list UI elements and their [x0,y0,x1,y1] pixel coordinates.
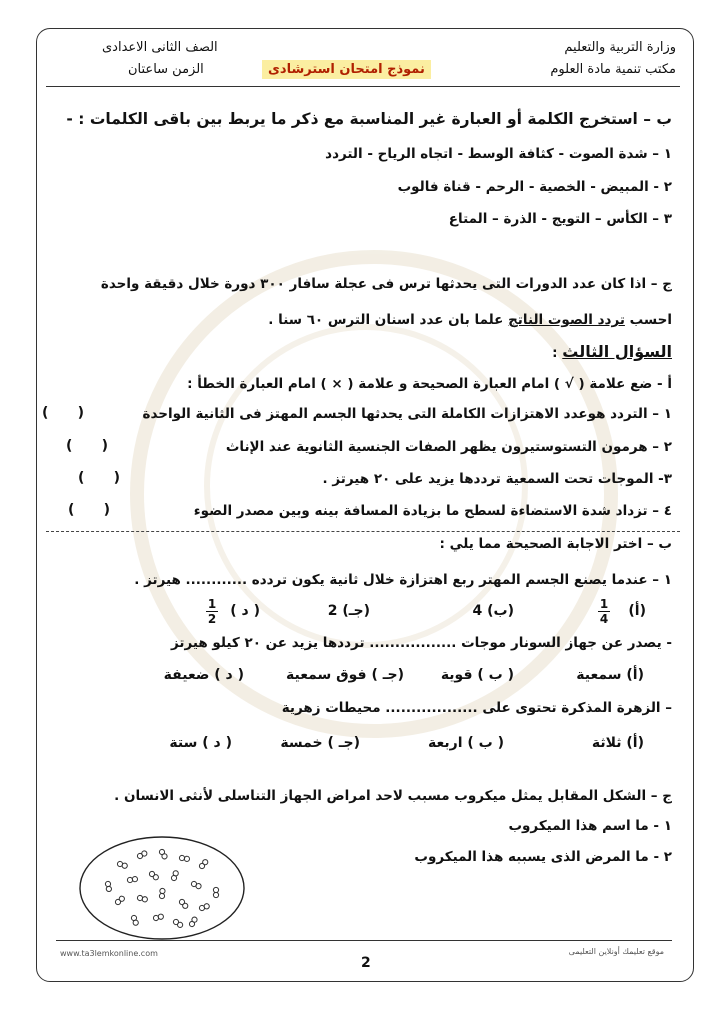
q3-a-statement-2: ٢ – هرمون التستوستيرون يظهر الصفات الجنسية الثانوية عند الإناث [225,439,672,455]
site-name: موقع تعليمك أونلاين التعليمى [568,947,664,956]
office-name: مكتب تنمية مادة العلوم [550,62,676,77]
mcq-2-option-d: ( د ) ضعيفة [163,667,244,683]
part-b-item-1: ١ – شدة الصوت - كثافة الوسط - اتجاه الرياح - التردد [325,146,672,162]
diplococcus [198,859,209,870]
answer-paren-4: ( ) [68,502,111,518]
mcq-1-option-a-fraction [598,598,610,625]
fraction-numerator: 1 [207,597,217,611]
q3-a-statement-4: ٤ – تزداد شدة الاستضاءة لسطح ما بزيادة المسافة بينه وبين مصدر الضوء [193,503,672,519]
mcq-2-option-a: (أ) سمعية [576,667,644,683]
q3-a-title: أ - ضع علامة ( √ ) امام العبارة الصحيحة و علامة ( × ) امام العبارة الخطأ : [187,376,672,392]
part-b-item-2: ٢ - المبيض - الخصية - الرحم - قناة فالوب [397,179,672,195]
grade-label: الصف الثانى الاعدادى [102,40,218,55]
diplococcus [148,870,159,881]
diplococcus [178,898,189,909]
diplococcus [153,914,164,922]
q3-a-statement-3: ٣- الموجات تحت السمعية ترددها يزيد على ٢٠ هيرتز . [322,471,672,487]
diplococcus [117,861,128,869]
diplococcus [136,850,147,860]
diplococcus [172,918,183,928]
diplococcus [127,876,138,883]
diplococcus [191,881,202,890]
diplococcus [213,887,218,897]
footer-divider [56,940,672,941]
section-divider [46,531,680,532]
q3-title-colon: : [552,345,558,361]
q3-title-text: السؤال الثالث [562,342,672,361]
mcq-2-option-c: (جـ ) فوق سمعية [285,667,404,683]
diplococcus [105,881,112,892]
mcq-1-option-b: (ب) 4 [472,603,514,619]
part-c-line-2-suffix: علما بان عدد اسنان الترس ٦٠ سنا . [268,312,504,328]
diplococcus [158,848,168,859]
exam-title: نموذج امتحان استرشادى [262,60,431,79]
fraction-denominator: 4 [599,612,609,626]
q3-c-question-2: ٢ - ما المرض الذى يسببه هذا الميكروب [414,849,672,865]
mcq-3-option-c: (جـ ) خمسة [280,735,360,751]
mcq-3-stem: – الزهرة المذكرة تحتوى على .................. محيطات زهرية [281,700,672,716]
q3-b-title: ب – اختر الاجابة الصحيحة مما يلي : [439,536,672,552]
q3-title [552,342,672,361]
ministry-name: وزارة التربية والتعليم [564,40,676,55]
mcq-1-option-d: ( د ) [230,603,260,619]
answer-paren-1: ( ) [42,405,85,421]
mcq-3-option-d: ( د ) ستة [169,735,232,751]
answer-paren-3: ( ) [78,470,121,486]
diplococcus [159,888,165,899]
fraction-numerator: 1 [599,597,609,611]
diplococcus [179,855,190,862]
header-divider [46,86,680,87]
part-c-line-2 [268,312,672,328]
bacteria-cluster [105,848,219,928]
q3-c-line: ج – الشكل المقابل يمثل ميكروب مسبب لاحد امراض الجهاز التناسلى لأنثى الانسان . [114,788,672,804]
mcq-2-stem: - يصدر عن جهاز السونار موجات ................. ترددها يزيد عن ٢٠ كيلو هيرتز [170,635,672,651]
diplococcus [131,915,139,926]
duration-label: الزمن ساعتان [128,62,204,77]
diplococcus [137,895,148,903]
part-c-line-1: ج – اذا كان عدد الدورات التى يحدثها ترس فى عجلة سافار ٣٠٠ دورة خلال دقيقة واحدة [100,276,672,292]
mcq-3-option-a: (أ) ثلاثة [591,735,644,751]
part-c-line-2-underlined: تردد الصوت الناتج [508,312,625,328]
mcq-2-option-b: ( ب ) قوية [440,667,514,683]
mcq-3-option-b: ( ب ) اربعة [428,735,504,751]
website-link[interactable]: www.ta3lemkonline.com [60,949,158,958]
page-number: 2 [361,955,371,971]
fraction-denominator: 2 [207,612,217,626]
part-b-title: ب – استخرج الكلمة أو العبارة غير المناسبة مع ذكر ما يربط بين باقى الكلمات : - [66,110,672,128]
microbe-diagram [78,834,246,942]
mcq-1-option-c: (جـ) 2 [327,603,370,619]
mcq-1-option-a: (أ) [628,603,646,619]
part-c-line-2-prefix: احسب [629,312,672,328]
mcq-1-stem: ١ – عندما يصنع الجسم المهتر ربع اهتزازة خلال ثانية يكون تردده ............ هيرتز . [134,572,672,588]
answer-paren-2: ( ) [66,438,109,454]
q3-a-statement-1: ١ – التردد هوعدد الاهتزازات الكاملة التى يحدثها الجسم المهتز فى الثانية الواحدة [142,406,672,422]
diplococcus [188,916,198,927]
q3-c-question-1: ١ - ما اسم هذا الميكروب [508,818,672,834]
part-b-item-3: ٣ – الكأس – التويج - الذرة – المتاع [448,211,672,227]
diplococcus [114,895,125,906]
diplococcus [171,870,179,881]
mcq-1-option-d-fraction [206,598,218,625]
diplococcus [199,903,210,911]
